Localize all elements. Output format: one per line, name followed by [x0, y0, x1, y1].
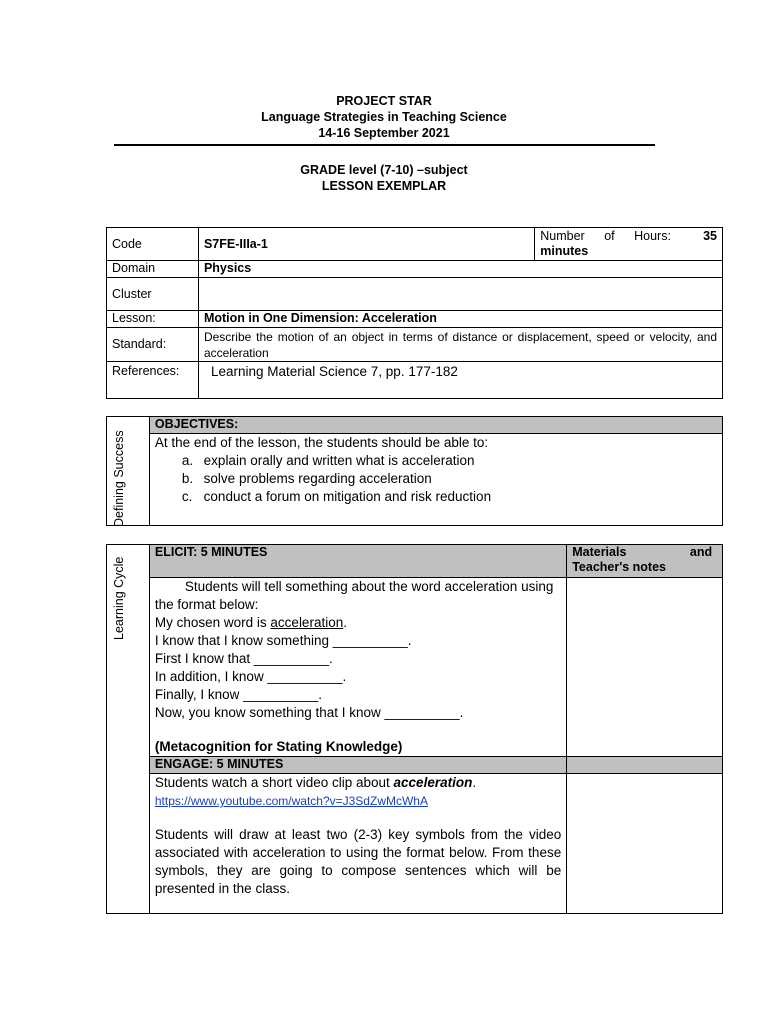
lesson-info-table	[106, 227, 723, 399]
hours-cell	[535, 228, 723, 261]
project-title: PROJECT STAR	[336, 94, 432, 108]
elicit-intro: Students will tell something about the word acceleration using the format below:	[154, 579, 554, 612]
materials-title-line1	[572, 545, 717, 560]
code-value: S7FE-IIIa-1	[198, 228, 534, 261]
objectives-intro: At the end of the lesson, the students should be able to:	[154, 435, 489, 450]
video-link[interactable]: https://www.youtube.com/watch?v=J3SdZwMcWhA	[154, 794, 428, 808]
learning-cycle-table	[106, 544, 723, 914]
engage-intro	[155, 774, 561, 792]
cluster-label: Cluster	[107, 278, 199, 311]
event-date: 14-16 September 2021	[318, 126, 450, 140]
grade-title: GRADE level (7-10) –subject	[300, 163, 468, 177]
hours-label: Number of Hours:	[540, 229, 671, 243]
objectives-title: OBJECTIVES:	[149, 417, 722, 434]
defining-success-side	[107, 417, 150, 526]
objectives-table	[106, 416, 723, 526]
learning-cycle-side	[107, 545, 150, 914]
list-item	[181, 488, 717, 506]
references-value: Learning Material Science 7, pp. 177-182	[198, 362, 722, 399]
elicit-line: First I know that __________.	[154, 651, 333, 666]
elicit-notes	[567, 578, 723, 757]
elicit-line: Finally, I know __________.	[154, 687, 322, 702]
chosen-suffix: .	[343, 615, 347, 630]
list-letter: a.	[181, 453, 194, 468]
list-item	[181, 470, 717, 488]
engage-notes-header	[567, 757, 723, 774]
engage-notes	[567, 774, 723, 914]
list-letter: c.	[181, 489, 193, 504]
engage-word: acceleration	[393, 775, 473, 790]
defining-success-label: Defining Success	[112, 430, 126, 527]
chosen-word: acceleration	[270, 615, 344, 630]
list-item	[181, 452, 717, 470]
lesson-label: Lesson:	[107, 311, 199, 328]
list-text: explain orally and written what is acceleration	[203, 453, 475, 468]
objectives-body	[149, 434, 722, 526]
elicit-chosen-line	[155, 614, 561, 632]
standard-value: Describe the motion of an object in terms of distance or displacement, speed or velocity, and acceleration	[198, 328, 722, 362]
engage-paragraph: Students will draw at least two (2-3) key symbols from the video associated with acceleration to using the format below. From these symbols, they are going to compose sentences which will be presented in the class.	[154, 827, 562, 896]
engage-prefix: Students watch a short video clip about	[154, 775, 394, 790]
engage-suffix: .	[472, 775, 477, 790]
engage-body	[149, 774, 566, 914]
list-text: conduct a forum on mitigation and risk reduction	[203, 489, 492, 504]
domain-value: Physics	[198, 261, 722, 278]
cluster-value	[198, 278, 722, 311]
program-title: Language Strategies in Teaching Science	[261, 110, 507, 124]
materials-title-line2: Teacher's notes	[572, 560, 666, 574]
elicit-title: ELICIT: 5 MINUTES	[149, 545, 566, 578]
learning-cycle-label: Learning Cycle	[112, 556, 126, 640]
list-text: solve problems regarding acceleration	[203, 471, 432, 486]
materials-title	[567, 545, 723, 578]
elicit-line: I know that I know something __________.	[154, 633, 412, 648]
code-label: Code	[107, 228, 199, 261]
standard-label: Standard:	[107, 328, 199, 362]
hours-unit: minutes	[540, 244, 589, 258]
elicit-line: Now, you know something that I know __________.	[154, 705, 464, 720]
chosen-prefix: My chosen word is	[154, 615, 271, 630]
elicit-line: In addition, I know __________.	[154, 669, 347, 684]
hours-value: 35	[703, 229, 717, 243]
domain-label: Domain	[107, 261, 199, 278]
list-letter: b.	[181, 471, 194, 486]
references-label: References:	[107, 362, 199, 399]
lesson-value: Motion in One Dimension: Acceleration	[198, 311, 722, 328]
metacognition-note: (Metacognition for Stating Knowledge)	[154, 739, 403, 754]
header-rule	[114, 144, 655, 146]
materials-title-text: Materials and	[572, 545, 713, 559]
engage-title: ENGAGE: 5 MINUTES	[149, 757, 566, 774]
exemplar-title: LESSON EXEMPLAR	[321, 179, 447, 193]
elicit-body	[149, 578, 566, 757]
objectives-list	[155, 452, 717, 506]
